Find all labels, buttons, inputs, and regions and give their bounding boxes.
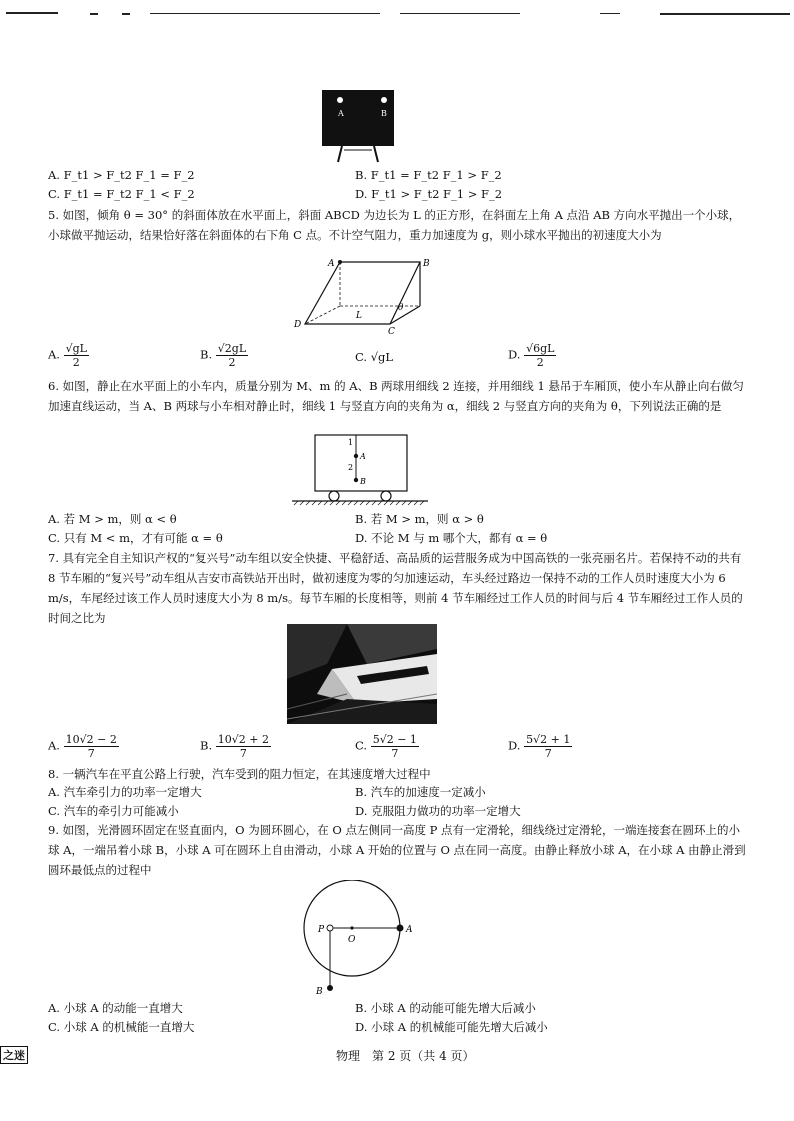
q7-option-c: C. $\frac{5√2 - 1}{7}$ [355,733,417,760]
q5-label-theta: θ [398,303,404,313]
q7-option-b: B. $\frac{10√2 + 2}{7}$ [200,733,269,760]
q5-label-a: A [328,259,335,269]
q8-option-a: A. 汽车牵引力的功率一定增大 [48,785,202,799]
q6-label-2: 2 [348,463,354,472]
q5-option-d: D. $\frac{√6gL}{2}$ [508,342,555,369]
q7-train-photo [287,624,437,724]
q4-label-b: B [381,109,387,118]
q7-stem: 7. 具有完全自主知识产权的“复兴号”动车组以安全快捷、平稳舒适、高品质的运营服务成为中国高铁的一张亮丽名片。若保持不动的共有 8 节车厢的“复兴号”动车组从吉安市高铁站开出时，做初速度为零的匀加速运动，车头经过路边一保持不动的工作人员时速度大小为 6 m/s，车尾经过该工作人员时速度大小为 8 m/s。每节车厢的长度相等，则前 4 节车厢经过工作人员的时间与后 4 节车厢经过工作人员的时间之比为 [48,551,743,625]
q6-label-1: 1 [348,438,354,447]
q9-ring-figure [300,880,440,1000]
q6-option-c: C. 只有 M < m，才有可能 α = θ [48,531,223,545]
q9-label-a: A [406,925,413,935]
q6-stem: 6. 如图，静止在水平面上的小车内，质量分别为 M、m 的 A、B 两球用细线 2 连接，并用细线 1 悬吊于车厢顶，使小车从静止向右做匀加速直线运动，当 A、B 两球与小车相对静止时，细线 1 与竖直方向的夹角为 α，细线 2 与竖直方向的夹角为 θ，下列说法正确的是 [48,379,744,413]
q4-blackboard-figure [318,88,398,164]
q9-label-o: O [348,935,356,945]
q6-cart-figure [290,434,430,508]
q4-option-c: C. F_t1 = F_t2 F_1 < F_2 [48,187,195,201]
q9-option-b: B. 小球 A 的动能可能先增大后减小 [355,1001,536,1015]
q9-stem: 9. 如图，光滑圆环固定在竖直面内，O 为圆环圆心，在 O 点左侧同一高度 P 点有一定滑轮，细线绕过定滑轮，一端连接套在圆环上的小球 A，一端吊着小球 B，小球 A 可在圆环上自由滑动，小球 A 开始的位置与 O 点在同一高度。由静止释放小球 A，在小球 A 由静止滑到圆环最低点的过程中 [48,823,746,877]
q9-label-p: P [318,925,325,935]
q4-option-a: A. F_t1 > F_t2 F_1 = F_2 [48,168,195,182]
q7-option-d: D. $\frac{5√2 + 1}{7}$ [508,733,571,760]
q9-option-a: A. 小球 A 的动能一直增大 [48,1001,183,1015]
q8-option-c: C. 汽车的牵引力可能减小 [48,804,179,818]
q9-label-b: B [316,987,323,997]
q8-stem: 8. 一辆汽车在平直公路上行驶，汽车受到的阻力恒定，在其速度增大过程中 [48,767,431,781]
q6-label-a: A [360,452,366,461]
q5-option-b: B. $\frac{√2gL}{2}$ [200,342,247,369]
q6-option-b: B. 若 M > m，则 α > θ [355,512,484,526]
q6-option-a: A. 若 M > m，则 α < θ [48,512,177,526]
q4-option-b: B. F_t1 = F_t2 F_1 > F_2 [355,168,502,182]
page-footer: 物理 第 2 页（共 4 页） [336,1049,475,1063]
q6-option-d: D. 不论 M 与 m 哪个大，都有 α = θ [355,531,548,545]
q9-option-c: C. 小球 A 的机械能一直增大 [48,1020,195,1034]
q4-option-d: D. F_t1 > F_t2 F_1 > F_2 [355,187,503,201]
q5-incline-figure [290,254,440,336]
q5-label-b: B [423,259,430,269]
q5-label-c: C [388,327,395,336]
q9-option-d: D. 小球 A 的机械能可能先增大后减小 [355,1020,548,1034]
q8-option-b: B. 汽车的加速度一定减小 [355,785,486,799]
q4-label-a: A [338,109,344,118]
q5-stem: 5. 如图，倾角 θ = 30° 的斜面体放在水平面上，斜面 ABCD 为边长为 L 的正方形，在斜面左上角 A 点沿 AB 方向水平抛出一个小球，小球做平抛运动，结果恰好落在斜面体的右下角 C 点。不计空气阻力，重力加速度为 g，则小球水平抛出的初速度大小为 [48,208,741,242]
q5-option-c: C. √gL [355,350,394,364]
q5-label-d: D [294,320,302,330]
q5-option-a: A. $\frac{√gL}{2}$ [48,342,87,369]
q7-option-a: A. $\frac{10√2 - 2}{7}$ [48,733,117,760]
q6-label-b: B [360,477,366,486]
q5-label-l: L [356,311,362,321]
header-rule [0,10,794,24]
margin-mark: 之迷 [0,1046,28,1064]
q8-option-d: D. 克服阻力做功的功率一定增大 [355,804,521,818]
